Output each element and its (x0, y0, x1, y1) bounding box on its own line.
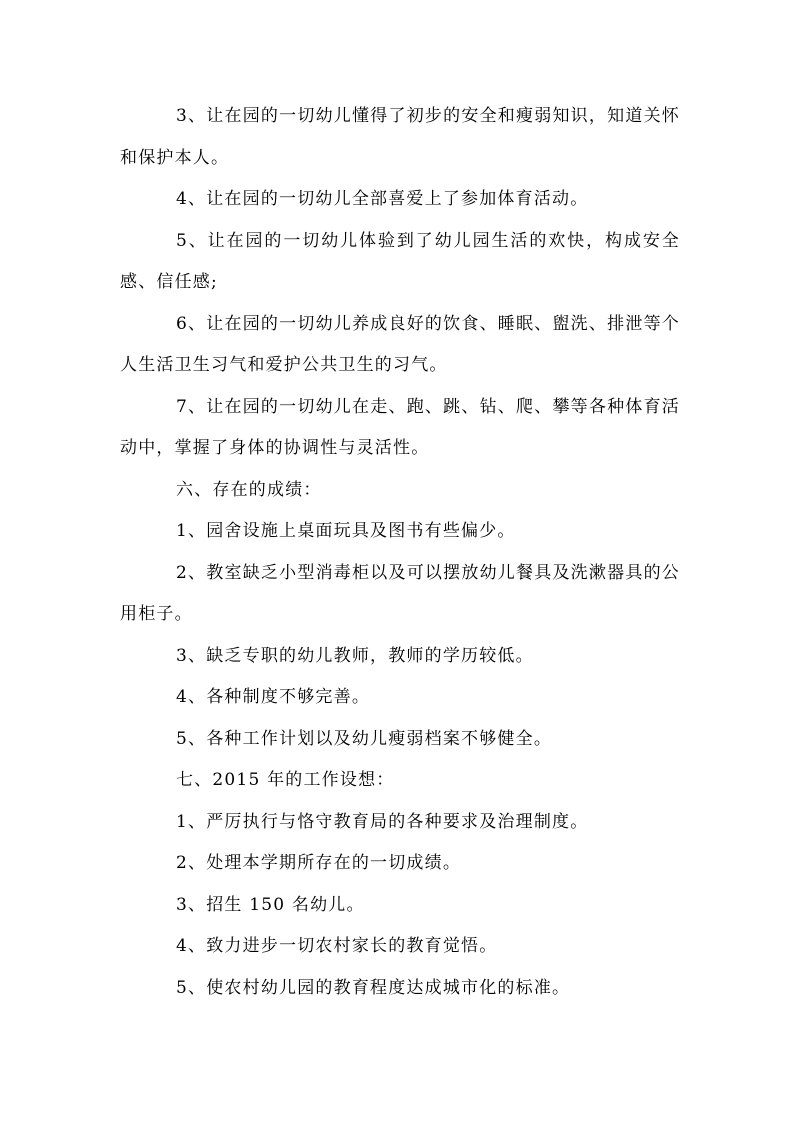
problem-item-2: 2、教室缺乏小型消毒柜以及可以摆放幼儿餐具及洗漱器具的公用柜子。 (120, 562, 680, 624)
problem-item-3: 3、缺乏专职的幼儿教师，教师的学历较低。 (176, 645, 534, 666)
plan-item-5: 5、使农村幼儿园的教育程度达成城市化的标准。 (176, 977, 571, 998)
paragraph-item-6-habits: 6、让在园的一切幼儿养成良好的饮食、睡眠、盥洗、排泄等个人生活卫生习气和爱护公共卫生的习气。 (120, 313, 680, 375)
paragraph-item-3-safety: 3、让在园的一切幼儿懂得了初步的安全和瘦弱知识，知道关怀和保护本人。 (120, 106, 680, 168)
problem-item-4: 4、各种制度不够完善。 (176, 687, 371, 707)
paragraph-item-7-coordination: 7、让在园的一切幼儿在走、跑、跳、钻、爬、攀等各种体育活动中，掌握了身体的协调性与灵活性。 (120, 396, 680, 458)
plan-item-1: 1、严厉执行与恪守教育局的各种要求及治理制度。 (176, 811, 589, 832)
plan-item-4: 4、致力进步一切农村家长的教育觉悟。 (176, 936, 498, 956)
document-body (120, 96, 680, 1009)
section-heading-plans: 七、2015 年的工作设想： (176, 770, 395, 790)
problem-item-1: 1、园舍设施上桌面玩具及图书有些偏少。 (176, 521, 516, 541)
paragraph-item-5-happiness: 5、让在园的一切幼儿体验到了幼儿园生活的欢快，构成安全感、信任感; (120, 230, 680, 292)
plan-item-2: 2、处理本学期所存在的一切成绩。 (176, 853, 462, 873)
plan-item-3: 3、招生 150 名幼儿。 (176, 894, 365, 915)
problem-item-5: 5、各种工作计划以及幼儿瘦弱档案不够健全。 (176, 728, 553, 749)
section-heading-problems: 六、存在的成绩： (176, 479, 322, 500)
paragraph-item-4-sports: 4、让在园的一切幼儿全部喜爱上了参加体育活动。 (176, 189, 589, 209)
